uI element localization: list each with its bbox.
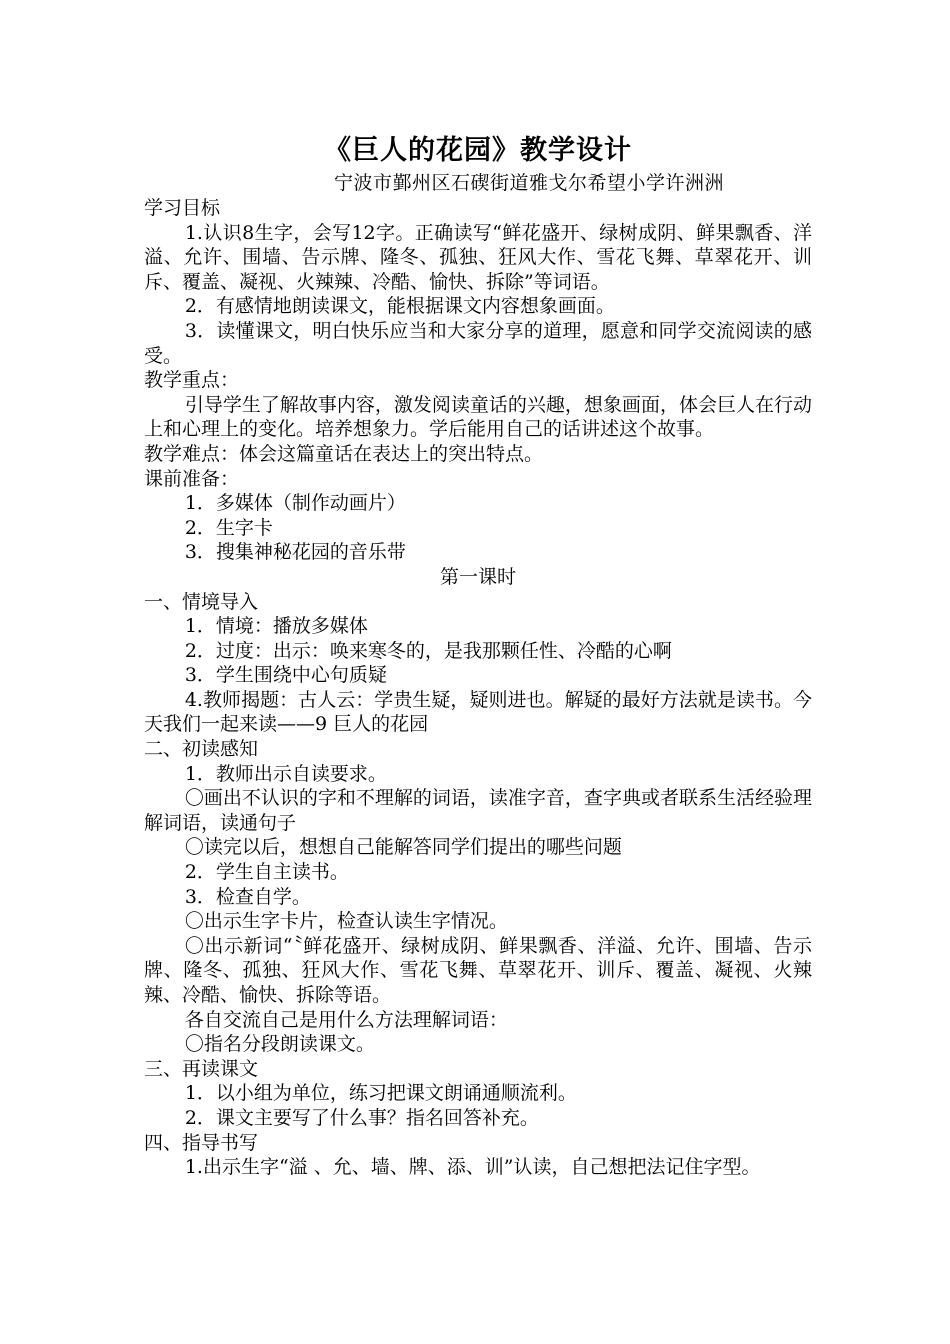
section-heading: 四、指导书写 bbox=[144, 1131, 259, 1154]
key-points-text: 引导学生了解故事内容，激发阅读童话的兴趣，想象画面，体会巨人在行动上和心理上的变化。培养想象力。学后能用自己的话讲述这个故事。 bbox=[144, 393, 812, 441]
section-item: 1．情境：播放多媒体 bbox=[184, 615, 368, 638]
document-body bbox=[144, 132, 812, 1180]
section-item: 3．检查自学。 bbox=[184, 885, 311, 908]
document-title: 《巨人的花园》教学设计 bbox=[324, 135, 632, 166]
section-heading: 二、初读感知 bbox=[144, 738, 259, 761]
section-item: 2．课文主要写了什么事？指名回答补充。 bbox=[184, 1106, 539, 1129]
goal-item: 1.认识8生字，会写12字。正确读写“鲜花盛开、绿树成阴、鲜果飘香、洋溢、允许、围墙、告示牌、隆冬、孤独、狂风大作、雪花飞舞、草翠花开、训斥、覆盖、凝视、火辣辣、冷酷、愉快、拆除”等词语。 bbox=[144, 221, 812, 293]
section-item: 2．过度：出示：唤来寒冬的，是我那颗任性、冷酷的心啊 bbox=[184, 639, 672, 662]
key-points-heading: 教学重点： bbox=[144, 369, 240, 392]
lesson-title: 第一课时 bbox=[439, 565, 516, 588]
preparation-item: 2．生字卡 bbox=[184, 516, 273, 539]
preparation-heading: 课前准备： bbox=[144, 467, 240, 490]
goal-item: 2．有感情地朗读课文，能根据课文内容想象画面。 bbox=[184, 295, 615, 318]
section-item: 2．学生自主读书。 bbox=[184, 861, 349, 884]
difficulty-line: 教学难点：体会这篇童话在表达上的突出特点。 bbox=[144, 442, 544, 465]
section-item: 各自交流自己是用什么方法理解词语： bbox=[184, 1008, 508, 1031]
author-line: 宁波市鄞州区石碶街道雅戈尔希望小学许洲洲 bbox=[334, 172, 725, 194]
section-item: 1．以小组为单位，练习把课文朗诵通顺流利。 bbox=[184, 1082, 577, 1105]
section-item: 3．学生围绕中心句质疑 bbox=[184, 664, 387, 687]
section-item: 〇画出不认识的字和不理解的词语，读准字音，查字典或者联系生活经验理解词语，读通句子 bbox=[144, 787, 812, 834]
section-item: 4.教师揭题：古人云：学贵生疑，疑则进也。解疑的最好方法就是读书。今天我们一起来读——9 巨人的花园 bbox=[144, 688, 812, 736]
section-item: 1.出示生字“溢 、允、墙、牌、添、训”认读，自己想把法记住字型。 bbox=[184, 1156, 761, 1179]
goal-item: 3．读懂课文，明白快乐应当和大家分享的道理，愿意和同学交流阅读的感受。 bbox=[144, 319, 812, 367]
section-item: 〇出示生字卡片，检查认读生字情况。 bbox=[184, 910, 508, 933]
section-item: 〇出示新词“〝鲜花盛开、绿树成阴、鲜果飘香、洋溢、允许、围墙、告示牌、隆冬、孤独、狂风大作、雪花飞舞、草翠花开、训斥、覆盖、凝视、火辣辣、冷酷、愉快、拆除等语。 bbox=[144, 934, 812, 1006]
section-heading: 一、情境导入 bbox=[144, 590, 259, 613]
preparation-item: 3．搜集神秘花园的音乐带 bbox=[184, 541, 406, 564]
section-item: 〇指名分段朗读课文。 bbox=[184, 1033, 375, 1056]
section-heading: 三、再读课文 bbox=[144, 1057, 259, 1080]
goals-heading: 学习目标 bbox=[144, 197, 221, 219]
section-item: 1．教师出示自读要求。 bbox=[184, 762, 387, 785]
preparation-item: 1．多媒体（制作动画片） bbox=[184, 492, 406, 515]
section-item: 〇读完以后，想想自己能解答同学们提出的哪些问题 bbox=[184, 836, 622, 859]
